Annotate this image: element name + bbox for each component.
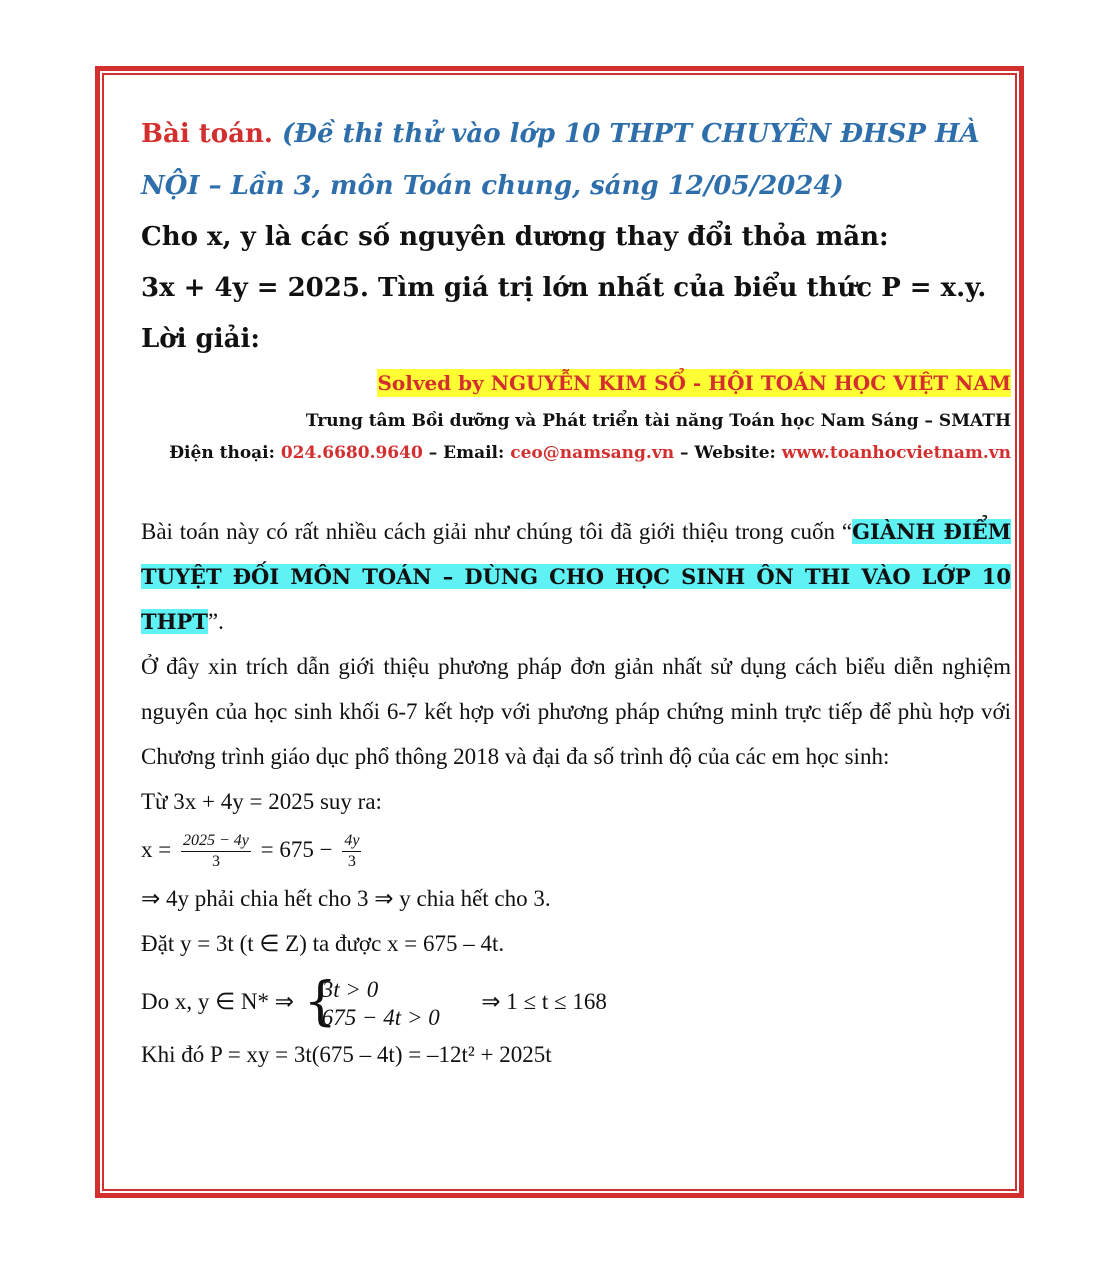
- solved-by: Solved by NGUYỄN KIM SỔ - HỘI TOÁN HỌC VIỆT NAM: [377, 371, 1011, 395]
- step-2: ⇒ 4y phải chia hết cho 3 ⇒ y chia hết cho 3.: [141, 886, 551, 911]
- problem-line-2: 3x + 4y = 2025. Tìm giá trị lớn nhất của biểu thức P = x.y.: [141, 273, 987, 303]
- system-row-2: 675 − 4t > 0: [321, 1004, 440, 1030]
- document-content: [141, 108, 1011, 1077]
- website-label: – Website:: [680, 443, 776, 463]
- website-url: www.toanhocvietnam.vn: [781, 443, 1011, 463]
- step-4-rhs: ⇒ 1 ≤ t ≤ 168: [481, 989, 607, 1014]
- eq-middle: = 675 −: [260, 837, 333, 862]
- email-label: – Email:: [428, 443, 505, 463]
- solution-label: Lời giải:: [141, 324, 260, 354]
- author-block: [141, 369, 1011, 397]
- system-row-1: 3t > 0: [321, 976, 379, 1002]
- problem-title: [141, 108, 1011, 212]
- fraction-1-denominator: 3: [211, 853, 220, 871]
- title-label: Bài toán.: [141, 119, 273, 149]
- step-1: Từ 3x + 4y = 2025 suy ra:: [141, 789, 382, 814]
- book-title: GIÀNH ĐIỂM TUYỆT ĐỐI MÔN TOÁN – DÙNG CHO HỌC SINH ÔN THI VÀO LỚP 10 THPT: [141, 519, 1011, 634]
- intro-paragraph: [141, 509, 1011, 644]
- fraction-2-numerator: 4y: [342, 831, 361, 852]
- step-5: Khi đó P = xy = 3t(675 – 4t) = –12t² + 2025t: [141, 1042, 552, 1067]
- step-4: [141, 972, 1011, 1032]
- fraction-2-denominator: 3: [347, 853, 356, 871]
- contact-line: [141, 443, 1011, 463]
- inequality-system: [303, 971, 440, 1032]
- problem-statement: [141, 212, 1011, 365]
- step-3: Đặt y = 3t (t ∈ Z) ta được x = 675 – 4t.: [141, 931, 505, 956]
- title-source: (Đề thi thử vào lớp 10 THPT CHUYÊN ĐHSP HÀ NỘI – Lần 3, môn Toán chung, sáng 12/05/2024): [141, 119, 980, 201]
- email-address: ceo@namsang.vn: [510, 443, 675, 463]
- center-name: Trung tâm Bồi dưỡng và Phát triển tài năng Toán học Nam Sáng – SMATH: [305, 411, 1011, 431]
- phone-number: 024.6680.9640: [280, 443, 423, 463]
- method-paragraph: Ở đây xin trích dẫn giới thiệu phương pháp đơn giản nhất sử dụng cách biểu diễn nghiệm nguyên của học sinh khối 6-7 kết hợp với phương pháp chứng minh trực tiếp để phù hợp với Chương trình giáo dục phổ thông 2018 và đại đa số trình độ của các em học sinh:: [141, 654, 1011, 769]
- intro-end: ”.: [207, 609, 224, 634]
- fraction-1: [181, 831, 251, 872]
- brace-icon: {: [303, 971, 337, 1032]
- fraction-1-numerator: 2025 − 4y: [181, 831, 251, 852]
- phone-label: Điện thoại:: [169, 443, 275, 463]
- problem-line-1: Cho x, y là các số nguyên dương thay đổi thỏa mãn:: [141, 222, 889, 252]
- fraction-2: [342, 831, 361, 872]
- intro-start: Bài toán này có rất nhiều cách giải như chúng tôi đã giới thiệu trong cuốn “: [141, 519, 853, 544]
- step-4-lhs: Do x, y ∈ N* ⇒: [141, 989, 295, 1014]
- equation-x: [141, 824, 1011, 876]
- eq-x-lhs: x =: [141, 837, 172, 862]
